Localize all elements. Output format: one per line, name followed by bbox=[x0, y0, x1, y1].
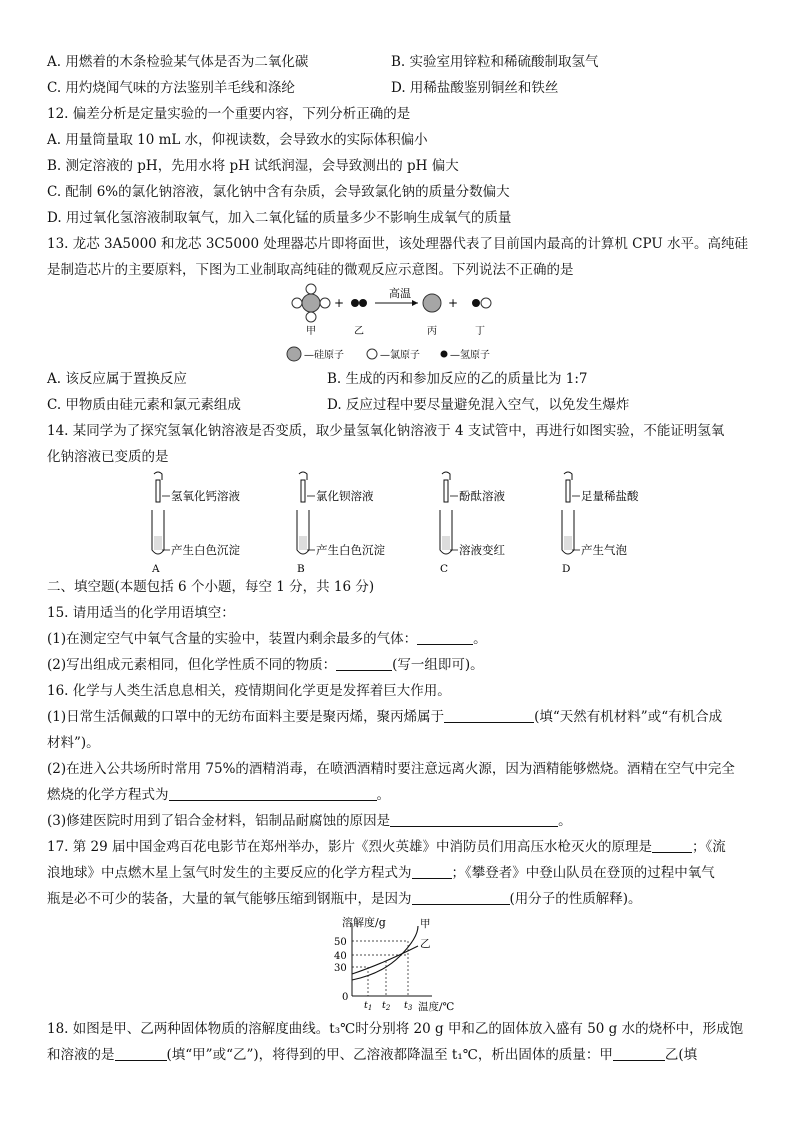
q17-blank-2[interactable] bbox=[412, 864, 452, 879]
tube-a-result: 产生白色沉淀 bbox=[171, 543, 240, 557]
label-yi: 乙 bbox=[354, 326, 364, 337]
q15-stem: 15. 请用适当的化学用语填空： bbox=[47, 605, 235, 621]
section-heading: 二、填空题(本题包括 6 个小题，每空 1 分，共 16 分) bbox=[47, 579, 375, 595]
legend-cl-icon bbox=[367, 349, 377, 359]
q15-part1: (1)在测定空气中氧气含量的实验中，装置内剩余最多的气体： 。 bbox=[47, 631, 487, 647]
tube-d-result: 产生气泡 bbox=[581, 543, 627, 557]
chart-ylabel: 溶解度/g bbox=[342, 916, 386, 929]
q17-line2: 浪地球》中点燃木星上氢气时发生的主要反应的化学方程式为 ；《攀登者》中登山队员在登顶的过程中氧气 bbox=[47, 865, 715, 881]
q15-blank-2[interactable] bbox=[336, 656, 392, 671]
tube-b-letter: B bbox=[297, 563, 305, 575]
tube-d-letter: D bbox=[562, 563, 571, 575]
ytick-40: 40 bbox=[334, 951, 347, 962]
q18-line2: 和溶液的是 (填“甲”或“乙”)，将得到的甲、乙溶液都降温至 t₁℃，析出固体的质量：甲 乙(填 bbox=[47, 1047, 698, 1063]
q11-option-c: C. 用灼烧闻气味的方法鉴别羊毛线和涤纶 bbox=[47, 80, 295, 96]
molecule-ding bbox=[472, 298, 491, 308]
test-tube-a bbox=[152, 472, 170, 554]
q13-stem-line1: 13. 龙芯 3A5000 和龙芯 3C5000 处理器芯片即将面世，该处理器代表了目前国内最高的计算机 CPU 水平。高纯硅 bbox=[47, 236, 749, 252]
q16-part2-cont: 燃烧的化学方程式为 。 bbox=[47, 787, 390, 803]
reaction-condition: 高温 bbox=[389, 287, 411, 300]
series-jia: 甲 bbox=[420, 918, 431, 930]
plus-sign-1: + bbox=[334, 296, 345, 310]
q14-stem-line2: 化钠溶液已变质的是 bbox=[47, 449, 169, 465]
chart-xlabel: 温度/℃ bbox=[418, 1001, 455, 1013]
q12-stem: 12. 偏差分析是定量实验的一个重要内容，下列分析正确的是 bbox=[47, 106, 411, 122]
q16-blank-1[interactable] bbox=[444, 708, 534, 723]
tube-c-reagent: 酚酞溶液 bbox=[459, 489, 505, 503]
plus-sign-2: + bbox=[448, 296, 459, 310]
q13-option-c: C. 甲物质由硅元素和氯元素组成 bbox=[47, 397, 241, 413]
q15-blank-1[interactable] bbox=[417, 630, 473, 645]
q13-option-b: B. 生成的丙和参加反应的乙的质量比为 1:7 bbox=[327, 371, 588, 387]
tube-d-reagent: 足量稀盐酸 bbox=[581, 489, 639, 503]
q17-blank-1[interactable] bbox=[652, 838, 692, 853]
test-tube-c bbox=[440, 472, 458, 554]
arrow-icon bbox=[412, 300, 418, 306]
legend-h: —氢原子 bbox=[450, 350, 490, 361]
q16-blank-2[interactable] bbox=[169, 786, 377, 801]
q16-blank-3[interactable] bbox=[390, 812, 558, 827]
legend-si-icon bbox=[287, 347, 301, 361]
q18-blank-2[interactable] bbox=[613, 1046, 665, 1061]
q14-stem-line1: 14. 某同学为了探究氢氧化钠溶液是否变质，取少量氢氧化钠溶液于 4 支试管中，再进行如图实验，不能证明氢氧 bbox=[47, 423, 725, 439]
q17-line1: 17. 第 29 届中国金鸡百花电影节在郑州举办，影片《烈火英雄》中消防员们用高压水枪灭火的原理是 ；《流 bbox=[47, 839, 726, 855]
solubility-chart bbox=[322, 912, 472, 1014]
legend-h-icon bbox=[441, 351, 448, 358]
molecule-bing bbox=[423, 294, 441, 312]
molecule-jia bbox=[292, 284, 330, 322]
molecule-yi bbox=[351, 299, 367, 307]
reaction-diagram bbox=[282, 282, 522, 368]
q16-part2: (2)在进入公共场所时常用 75%的酒精消毒，在喷洒酒精时要注意远离火源，因为酒精能够燃烧。酒精在空气中完全 bbox=[47, 761, 735, 777]
label-ding: 丁 bbox=[475, 326, 485, 337]
q16-part1: (1)日常生活佩戴的口罩中的无纺布面料主要是聚丙烯，聚丙烯属于 (填“天然有机材料”或“有机合成 bbox=[47, 709, 723, 725]
ytick-0: 0 bbox=[342, 992, 349, 1003]
label-bing: 丙 bbox=[427, 326, 437, 337]
q13-option-d: D. 反应过程中要尽量避免混入空气，以免发生爆炸 bbox=[327, 397, 630, 413]
q12-option-c: C. 配制 6%的氯化钠溶液，氯化钠中含有杂质，会导致氯化钠的质量分数偏大 bbox=[47, 184, 510, 200]
q12-option-d: D. 用过氧化氢溶液制取氧气，加入二氧化锰的质量多少不影响生成氧气的质量 bbox=[47, 210, 512, 226]
q13-option-a: A. 该反应属于置换反应 bbox=[47, 371, 187, 387]
tube-a-letter: A bbox=[152, 563, 160, 575]
tube-b-result: 产生白色沉淀 bbox=[316, 543, 385, 557]
q18-blank-1[interactable] bbox=[115, 1046, 167, 1061]
tube-b-reagent: 氯化钡溶液 bbox=[316, 489, 374, 503]
q18-line1: 18. 如图是甲、乙两种固体物质的溶解度曲线。t₃℃时分别将 20 g 甲和乙的固体放入盛有 50 g 水的烧杯中，形成饱 bbox=[47, 1021, 744, 1037]
q17-line3: 瓶是必不可少的装备，大量的氧气能够压缩到钢瓶中，是因为 (用分子的性质解释)。 bbox=[47, 891, 642, 907]
tube-a-reagent: 氢氧化钙溶液 bbox=[171, 489, 240, 503]
q11-option-d: D. 用稀盐酸鉴别铜丝和铁丝 bbox=[391, 80, 559, 96]
q15-part2: (2)写出组成元素相同，但化学性质不同的物质： (写一组即可)。 bbox=[47, 657, 484, 673]
label-jia: 甲 bbox=[306, 326, 316, 337]
q11-option-b: B. 实验室用锌粒和稀硫酸制取氢气 bbox=[391, 54, 599, 70]
q12-option-b: B. 测定溶液的 pH，先用水将 pH 试纸润湿，会导致测出的 pH 偏大 bbox=[47, 158, 459, 174]
tube-c-letter: C bbox=[440, 563, 449, 575]
xtick-t2: $t_2$ bbox=[382, 1000, 391, 1012]
series-yi: 乙 bbox=[420, 938, 431, 950]
test-tube-d bbox=[562, 472, 580, 554]
q16-part3: (3)修建医院时用到了铝合金材料，铝制品耐腐蚀的原因是 。 bbox=[47, 813, 572, 829]
test-tubes-figure bbox=[140, 470, 660, 576]
tube-c-result: 溶液变红 bbox=[459, 543, 505, 557]
test-tube-b bbox=[297, 472, 315, 554]
xtick-t3: $t_3$ bbox=[404, 1000, 413, 1012]
legend-si: —硅原子 bbox=[304, 350, 344, 361]
q16-part1-cont: 材料”)。 bbox=[47, 735, 100, 751]
q12-option-a: A. 用量筒量取 10 mL 水，仰视读数，会导致水的实际体积偏小 bbox=[47, 132, 428, 148]
q16-stem: 16. 化学与人类生活息息相关，疫情期间化学更是发挥着巨大作用。 bbox=[47, 683, 451, 699]
xtick-t1: $t_1$ bbox=[364, 1000, 373, 1012]
legend-cl: —氯原子 bbox=[380, 350, 420, 361]
ytick-50: 50 bbox=[334, 937, 347, 948]
q17-blank-3[interactable] bbox=[412, 890, 510, 905]
q11-option-a: A. 用燃着的木条检验某气体是否为二氧化碳 bbox=[47, 54, 309, 70]
ytick-30: 30 bbox=[334, 963, 347, 974]
q13-stem-line2: 是制造芯片的主要原料，下图为工业制取高纯硅的微观反应示意图。下列说法不正确的是 bbox=[47, 262, 574, 278]
